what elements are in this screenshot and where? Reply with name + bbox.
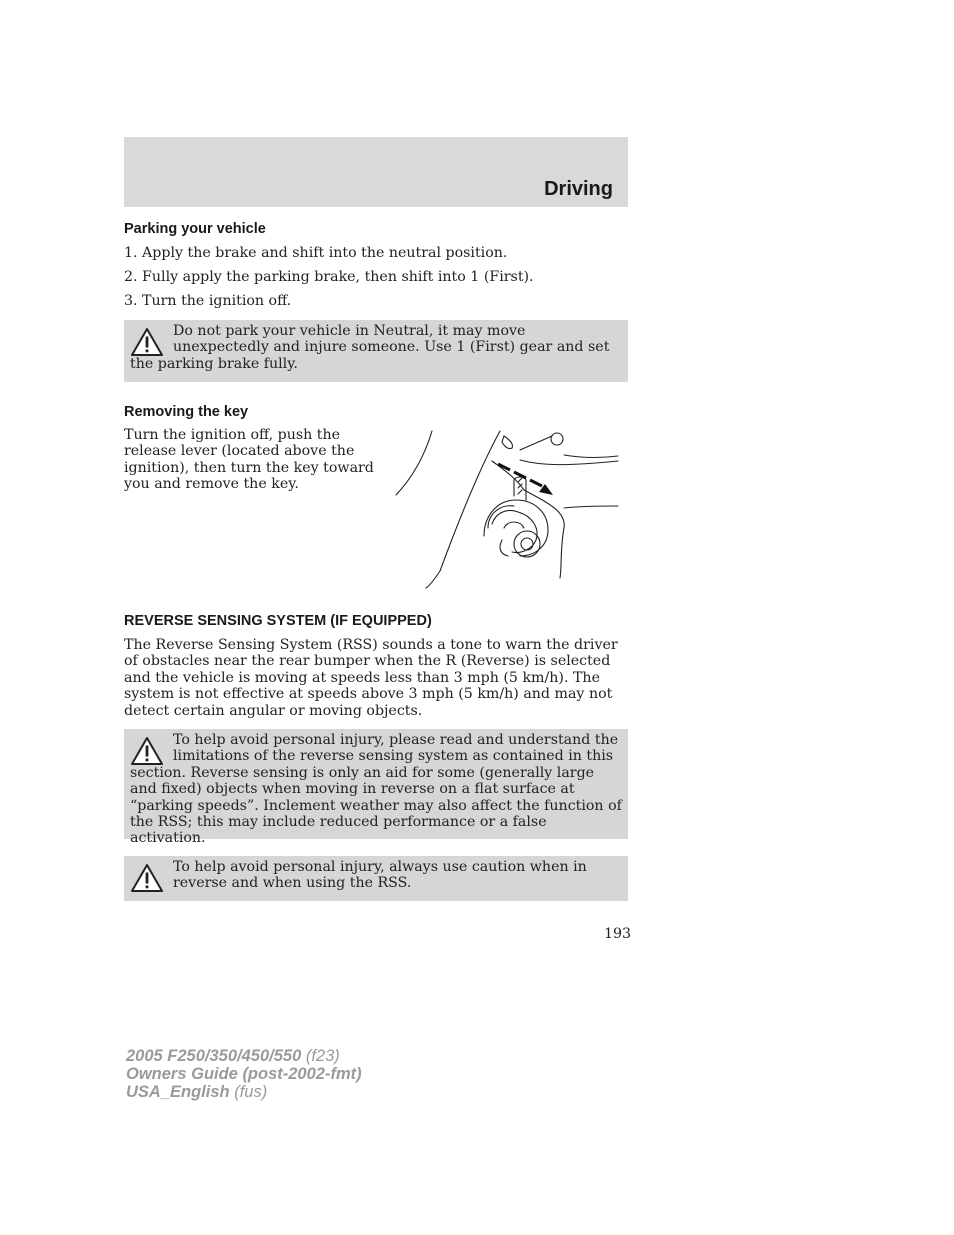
footer-language-code: (fus): [234, 1083, 268, 1101]
section-header: [124, 137, 628, 207]
ignition-key-illustration: [392, 428, 628, 590]
footer-guide: Owners Guide (post-2002-fmt): [126, 1065, 362, 1083]
footer-model: 2005 F250/350/450/550: [126, 1047, 302, 1065]
rss-heading: REVERSE SENSING SYSTEM (IF EQUIPPED): [124, 613, 432, 629]
rss-paragraph: The Reverse Sensing System (RSS) sounds a tone to warn the driver of obstacles near the rear bumper when the R (Reverse) is selected and the vehicle is moving at speeds less than 3 mph (5 km/h). The system is not effective at speeds above 3 mph (5 km/h) and may not detect certain angular or moving objects.: [124, 637, 618, 719]
footer-line-2: [126, 1065, 362, 1083]
parking-warning-box: [124, 320, 628, 382]
footer-model-code: (f23): [305, 1047, 340, 1065]
rss-warning-text-2: To help avoid personal injury, always use caution when in reverse and when using the RSS.: [173, 859, 587, 892]
rss-warning-box-1: [124, 729, 628, 847]
key-heading: Removing the key: [124, 404, 249, 420]
parking-step-1: 1. Apply the brake and shift into the neutral position.: [124, 245, 508, 261]
rss-warning-text-1: To help avoid personal injury, please read and understand the limitations of the reverse sensing system as contained in this section. Reverse sensing is only an aid for some (generally large and fixed) objects when moving in reverse on a flat surface at “parking speeds”. Inclement weather may also affect the function of the RSS; this may include reduced performance or a false activation.: [130, 732, 622, 847]
footer-language: USA_English: [126, 1083, 230, 1101]
parking-step-2: 2. Fully apply the parking brake, then shift into 1 (First).: [124, 269, 534, 285]
document-footer: [126, 1047, 362, 1101]
parking-step-3: 3. Turn the ignition off.: [124, 293, 292, 309]
parking-heading: Parking your vehicle: [124, 221, 266, 237]
key-instructions: Turn the ignition off, push the release lever (located above the ignition), then turn the key toward you and remove the key.: [124, 427, 374, 493]
page-number: 193: [604, 926, 632, 942]
section-title: Driving: [544, 178, 613, 200]
parking-warning-text: Do not park your vehicle in Neutral, it may move unexpectedly and injure someone. Use 1 (First) gear and set the parking brake fully.: [130, 323, 610, 372]
footer-line-3: [126, 1083, 362, 1101]
rss-warning-box-2: [124, 856, 628, 901]
footer-line-1: [126, 1047, 362, 1065]
